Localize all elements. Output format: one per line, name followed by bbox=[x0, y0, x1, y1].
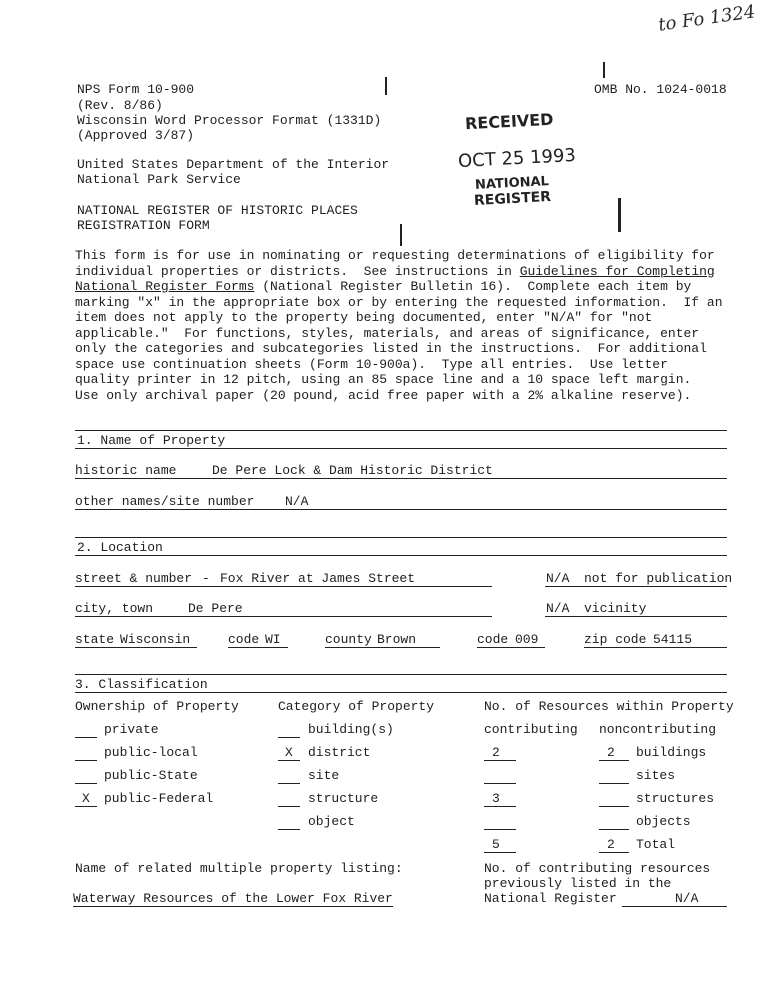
checkbox-blank[interactable] bbox=[75, 737, 97, 738]
contributing-total: 5 bbox=[492, 837, 500, 852]
category-buildings: building(s) bbox=[308, 722, 394, 737]
field-line bbox=[75, 647, 197, 648]
county-field[interactable]: Brown bbox=[377, 632, 417, 647]
historic-name-field[interactable]: De Pere Lock & Dam Historic District bbox=[212, 463, 493, 478]
instructions-line: Use only archival paper (20 pound, acid free paper with a 2% alkaline reserve). bbox=[75, 387, 692, 403]
field-line bbox=[228, 647, 288, 648]
category-header: Category of Property bbox=[278, 699, 435, 714]
field-line bbox=[75, 509, 727, 510]
field-line bbox=[622, 906, 727, 907]
not-for-publication-label: not for publication bbox=[584, 571, 733, 586]
state-label: state bbox=[75, 632, 115, 647]
handwritten-note: to Fo 1324 bbox=[657, 1, 757, 36]
ownership-public-federal: public-Federal bbox=[104, 791, 214, 806]
checkbox-blank[interactable] bbox=[278, 783, 300, 784]
not-for-publication-value[interactable]: N/A bbox=[546, 571, 570, 586]
vicinity-label: vicinity bbox=[584, 601, 647, 616]
instructions-line: This form is for use in nominating or requesting determinations of eligibility for bbox=[75, 248, 715, 263]
field-line bbox=[75, 586, 492, 587]
field-line bbox=[73, 906, 393, 907]
other-names-label: other names/site number bbox=[75, 494, 255, 509]
ownership-public-state: public-State bbox=[104, 768, 198, 783]
city-field[interactable]: De Pere bbox=[188, 601, 243, 616]
checkbox-blank[interactable] bbox=[278, 806, 300, 807]
zip-field[interactable]: 54115 bbox=[653, 632, 693, 647]
resource-type-label: buildings bbox=[636, 745, 707, 760]
instructions-line bbox=[75, 279, 715, 295]
omb-number: OMB No. 1024-0018 bbox=[594, 82, 727, 97]
county-code-field[interactable]: 009 bbox=[515, 632, 539, 647]
instructions-line: space use continuation sheets (Form 10-900a). Type all entries. Use letter bbox=[75, 356, 668, 372]
contributing-count: 2 bbox=[492, 745, 500, 760]
field-line bbox=[584, 647, 727, 648]
scan-mark bbox=[618, 198, 621, 232]
resources-header: No. of Resources within Property bbox=[484, 699, 734, 714]
related-listing-label: Name of related multiple property listing: bbox=[75, 861, 403, 876]
category-structure: structure bbox=[308, 791, 379, 806]
section-divider bbox=[75, 674, 727, 675]
field-line bbox=[325, 647, 440, 648]
instructions-paragraph bbox=[75, 248, 723, 403]
county-code-label: code bbox=[477, 632, 509, 647]
field-line bbox=[75, 478, 727, 479]
resource-type-label: structures bbox=[636, 791, 715, 806]
count-blank[interactable] bbox=[484, 852, 516, 853]
related-listing-field[interactable]: Waterway Resources of the Lower Fox River bbox=[73, 891, 393, 906]
instructions-text: individual properties or districts. See instructions in bbox=[75, 263, 520, 279]
section-divider bbox=[75, 430, 727, 431]
checkbox-blank[interactable] bbox=[278, 829, 300, 830]
checkbox-blank[interactable] bbox=[75, 760, 97, 761]
instructions-text: (National Register Bulletin 16). Complete each item by bbox=[254, 279, 692, 294]
resource-type-label: objects bbox=[636, 814, 691, 829]
state-code-field[interactable]: WI bbox=[265, 632, 281, 647]
city-label: city, town bbox=[75, 601, 154, 616]
previously-listed-label-end: National Register bbox=[484, 891, 617, 906]
count-blank[interactable] bbox=[599, 783, 629, 784]
form-revision: (Rev. 8/86) bbox=[77, 98, 163, 113]
form-approved: (Approved 3/87) bbox=[77, 128, 195, 143]
county-label: county bbox=[325, 632, 372, 647]
form-number: NPS Form 10-900 bbox=[77, 82, 195, 97]
scan-mark bbox=[400, 224, 402, 246]
state-field[interactable]: Wisconsin bbox=[120, 632, 191, 647]
category-district: district bbox=[308, 745, 371, 760]
count-blank[interactable] bbox=[484, 829, 516, 830]
state-code-label: code bbox=[228, 632, 260, 647]
category-object: object bbox=[308, 814, 355, 829]
field-line bbox=[75, 616, 492, 617]
count-blank[interactable] bbox=[484, 783, 516, 784]
section2-title: 2. Location bbox=[77, 540, 163, 555]
received-stamp: RECEIVED bbox=[464, 109, 554, 134]
guidelines-reference: Guidelines for Completing bbox=[519, 263, 715, 279]
checkbox-blank[interactable] bbox=[75, 783, 97, 784]
received-date: OCT 25 1993 bbox=[457, 144, 577, 173]
noncontributing-count: 2 bbox=[607, 745, 615, 760]
stamp-register: REGISTER bbox=[473, 188, 552, 210]
instructions-line: marking "x" in the appropriate box or by entering the requested information. If an bbox=[75, 294, 723, 310]
form-title: NATIONAL REGISTER OF HISTORIC PLACES bbox=[77, 203, 358, 218]
category-site: site bbox=[308, 768, 340, 783]
resource-total-label: Total bbox=[636, 837, 676, 852]
instructions-line: only the categories and subcategories listed in the instructions. For additional bbox=[75, 341, 707, 356]
ownership-header: Ownership of Property bbox=[75, 699, 239, 714]
checkbox-mark: X bbox=[285, 745, 293, 760]
street-dash: - bbox=[202, 571, 210, 586]
form-subtitle: REGISTRATION FORM bbox=[77, 218, 210, 233]
contributing-header: contributing bbox=[484, 722, 578, 737]
instructions-line: applicable." For functions, styles, materials, and areas of significance, enter bbox=[75, 325, 700, 341]
section-divider bbox=[75, 448, 727, 449]
historic-name-label: historic name bbox=[75, 463, 177, 478]
zip-label: zip code bbox=[584, 632, 647, 647]
agency-service: National Park Service bbox=[77, 172, 241, 187]
agency-department: United States Department of the Interior bbox=[77, 157, 390, 172]
ownership-private: private bbox=[104, 722, 159, 737]
count-blank[interactable] bbox=[599, 829, 629, 830]
checkbox-blank[interactable] bbox=[278, 737, 300, 738]
section3-title: 3. Classification bbox=[75, 677, 208, 692]
section1-title: 1. Name of Property bbox=[77, 433, 226, 448]
other-names-field[interactable]: N/A bbox=[285, 494, 309, 509]
section-divider bbox=[75, 692, 727, 693]
vicinity-value[interactable]: N/A bbox=[546, 601, 570, 616]
section-divider bbox=[75, 555, 727, 556]
stamp-national: NATIONAL bbox=[474, 174, 550, 193]
form-format: Wisconsin Word Processor Format (1331D) bbox=[77, 113, 382, 128]
field-line bbox=[545, 586, 727, 587]
previously-listed-label: No. of contributing resources bbox=[484, 861, 711, 876]
guidelines-reference-cont: National Register Forms bbox=[75, 279, 255, 294]
instructions-line bbox=[75, 264, 715, 280]
previously-listed-label-cont: previously listed in the bbox=[484, 876, 672, 891]
field-line bbox=[477, 647, 545, 648]
scan-mark bbox=[603, 62, 605, 78]
count-blank[interactable] bbox=[484, 760, 516, 761]
resource-type-label: sites bbox=[636, 768, 676, 783]
scan-mark bbox=[385, 77, 387, 95]
instructions-line: quality printer in 12 pitch, using an 85 space line and a 10 space left margin. bbox=[75, 372, 692, 387]
ownership-public-local: public-local bbox=[104, 745, 198, 760]
section-divider bbox=[75, 537, 727, 538]
previously-listed-field[interactable]: N/A bbox=[675, 891, 699, 906]
field-line bbox=[545, 616, 727, 617]
checkbox-mark: X bbox=[82, 791, 90, 806]
count-blank[interactable] bbox=[599, 806, 629, 807]
street-label: street & number bbox=[75, 571, 193, 586]
noncontributing-header: noncontributing bbox=[599, 722, 717, 737]
noncontributing-total: 2 bbox=[607, 837, 615, 852]
street-field[interactable]: Fox River at James Street bbox=[220, 571, 416, 586]
instructions-line: item does not apply to the property being documented, enter "N/A" for "not bbox=[75, 310, 653, 325]
contributing-count: 3 bbox=[492, 791, 500, 806]
count-blank[interactable] bbox=[484, 806, 516, 807]
